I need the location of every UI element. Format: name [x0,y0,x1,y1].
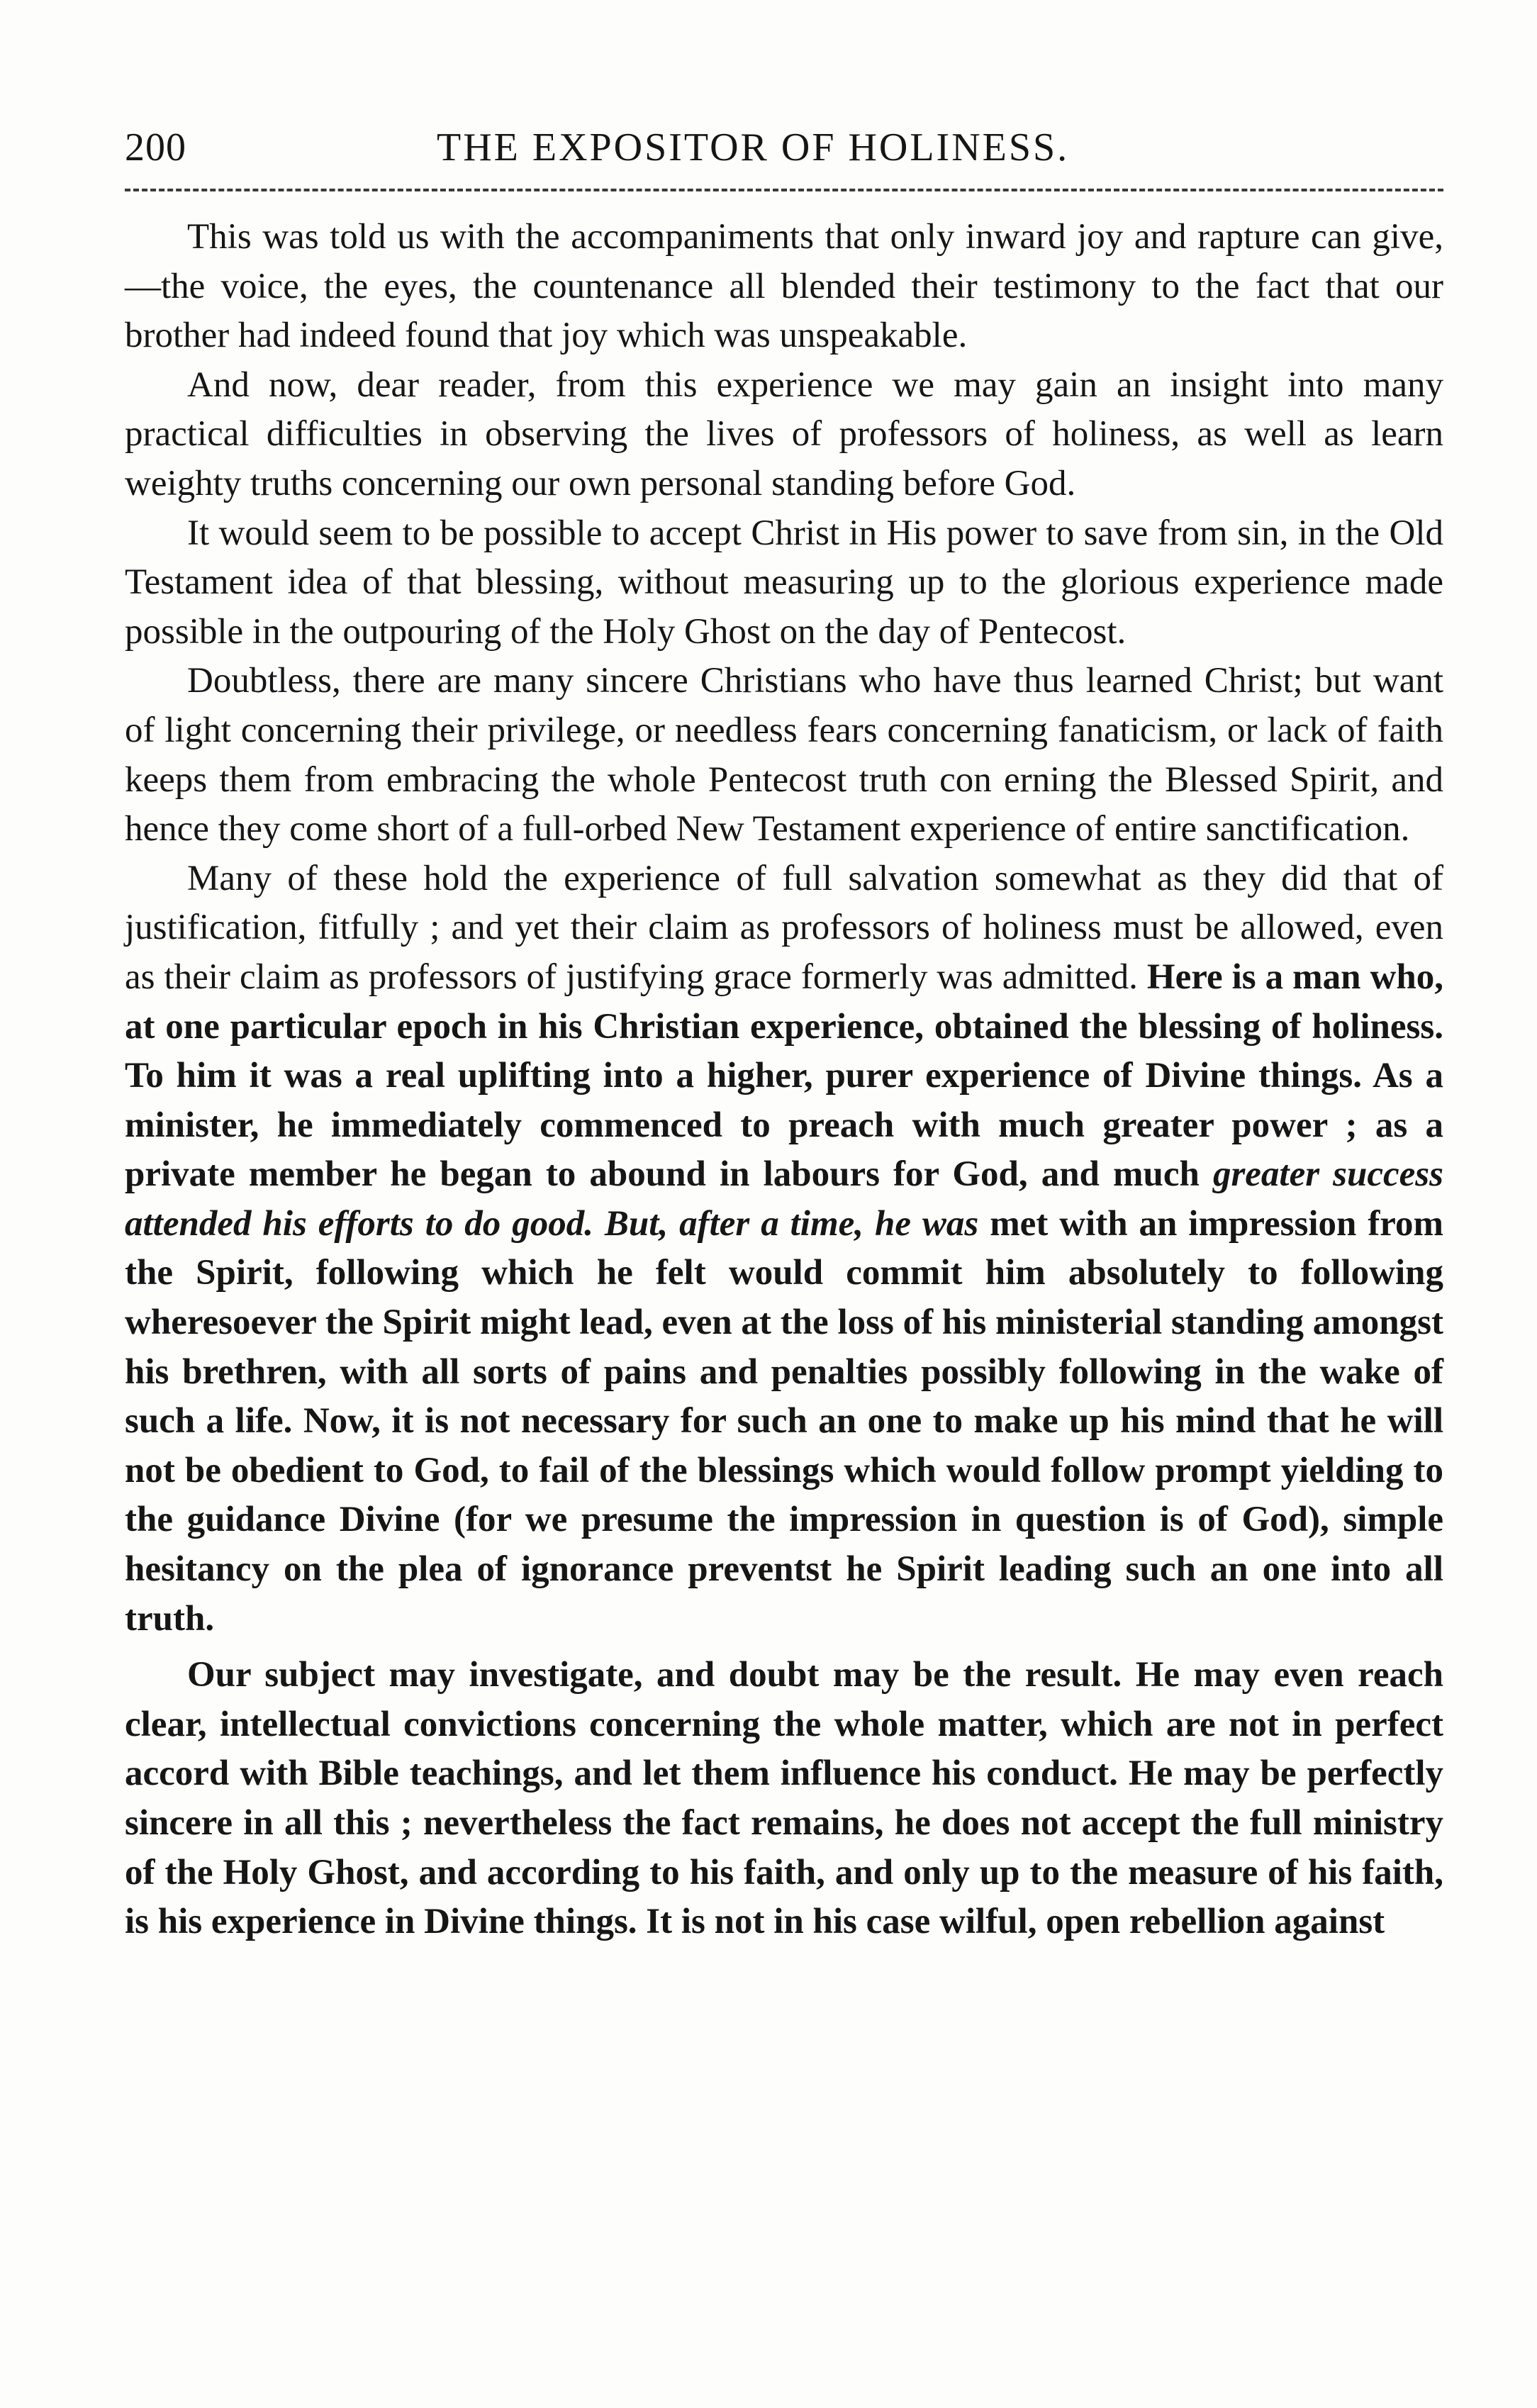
paragraph-5-bold: Here is a man who, at one particular epoch in his Christian experience, obtained the blessing of holiness. To him it was a real uplifting into a higher, purer experience of Divine things. As a minister, he immediately commenced to preach with much greater power ; as a private member he began to abound in labours for God, and much [125,957,1443,1195]
paragraph-5-plain: Many of these hold the experience of full salvation somewhat as they did that of justification, fitfully ; and yet their claim as professors of holiness must be allowed, even as their claim as professors of justifying grace formerly was admitted. [125,858,1443,997]
paragraph-2: And now, dear reader, from this experience we may gain an insight into many practical difficulties in observing the lives of professors of holiness, as well as learn weighty truths concerning our own personal standing before God. [125,364,1443,503]
page-header [125,119,1443,176]
header-rule [125,189,1443,191]
paragraph-4: Doubtless, there are many sincere Christians who have thus learned Christ; but want of light concerning their privilege, or needless fears concerning fanaticism, or lack of faith keeps them from embracing the whole Pentecost truth con erning the Blessed Spirit, and hence they come short of a full-orbed New Testament experience of entire sanctification. [125,661,1443,849]
paragraph-5 [125,854,1443,1644]
running-title: THE EXPOSITOR OF HOLINESS. [437,126,1070,169]
paragraph-5-bold-end: met with an impression from the Spirit, following which he felt would commit him absolutely to following wheresoever the Spirit might lead, even at the loss of his ministerial standing amongst his brethren, with all sorts of pains and penalties possibly following in the wake of such a life. Now, it is not necessary for such an one to make up his mind that he will not be obedient to God, to fail of the blessings which would follow prompt yielding to the guidance Divine (for we presume the impression in question is of God), simple hesitancy on the plea of ignorance preventst he Spirit leading such an one into all truth. [125,1203,1444,1639]
paragraph-6: Our subject may investigate, and doubt may be the result. He may even reach clear, intellectual convictions concerning the whole matter, which are not in perfect accord with Bible teachings, and let them influence his conduct. He may be perfectly sincere in all this ; nevertheless the fact remains, he does not accept the full ministry of the Holy Ghost, and according to his faith, and only up to the measure of his faith, is his experience in Divine things. It is not in his case wilful, open rebellion against [125,1655,1443,1942]
paragraph-1: This was told us with the accompaniments that only inward joy and rapture can give,—the voice, the eyes, the countenance all blended their testimony to the fact that our brother had indeed found that joy which was unspeakable. [125,217,1443,356]
paragraph-3: It would seem to be possible to accept Christ in His power to save from sin, in the Old Testament idea of that blessing, without measuring up to the glorious experience made possible in the outpouring of the Holy Ghost on the day of Pentecost. [125,513,1443,652]
body-text [125,213,1443,1947]
paragraph-5-italic: greater success attended his efforts to do good. But, after a time, he was [125,1154,1443,1244]
page-number: 200 [125,126,186,169]
